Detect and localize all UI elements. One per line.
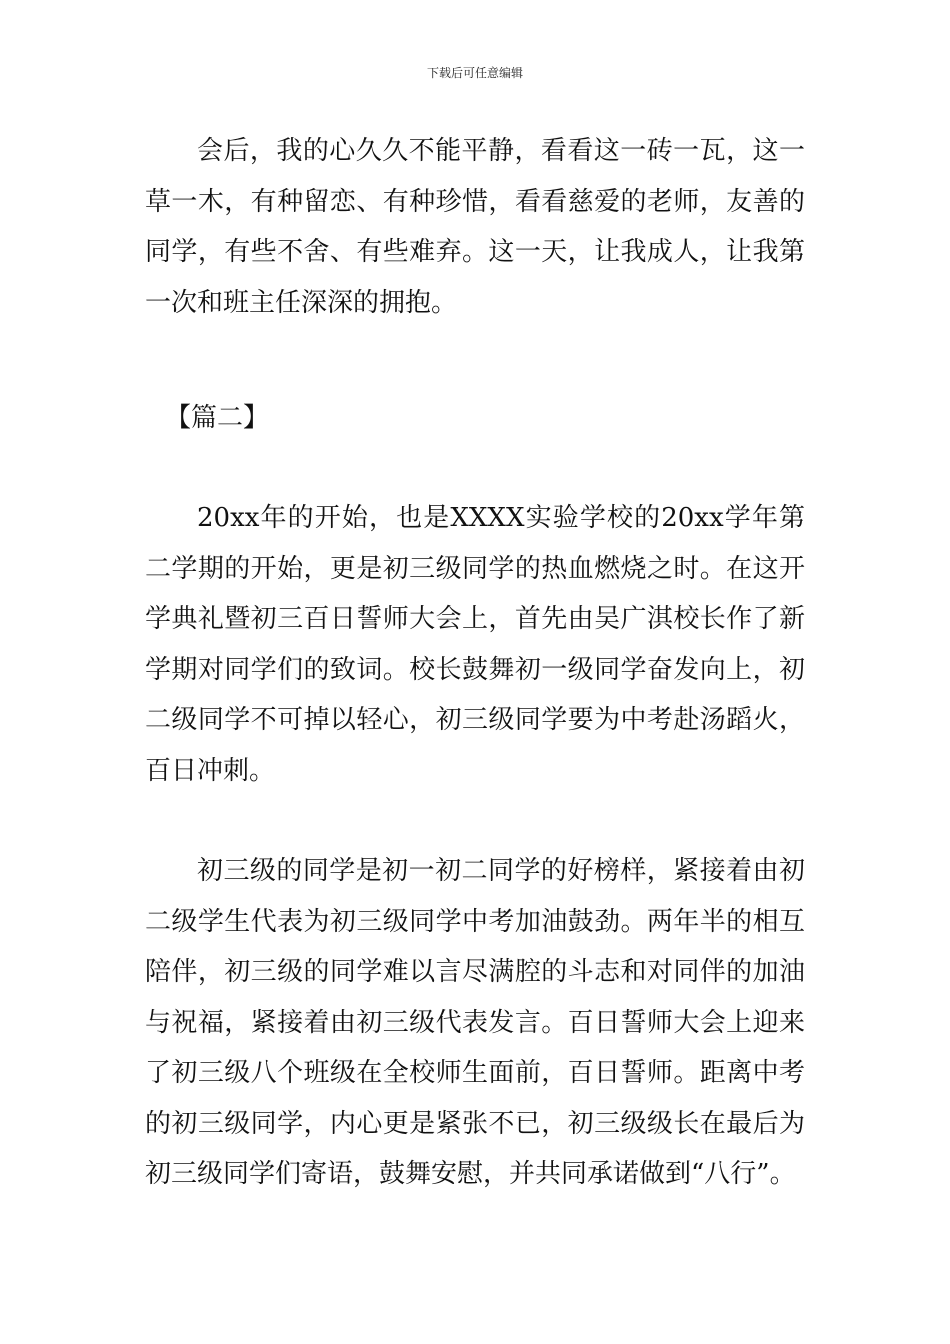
document-body	[145, 126, 805, 1200]
section-heading: 【篇二】	[165, 403, 270, 433]
paragraph-3: 初三级的同学是初一初二同学的好榜样，紧接着由初二级学生代表为初三级同学中考加油鼓劲。两年半的相互陪伴，初三级的同学难以言尽满腔的斗志和对同伴的加油与祝福，紧接着由初三级代表发言。百日誓师大会上迎来了初三级八个班级在全校师生面前，百日誓师。距离中考的初三级同学，内心更是紧张不已，初三级级长在最后为初三级同学们寄语，鼓舞安慰，并共同承诺做到“八行”。	[145, 856, 805, 1189]
page-header: 下载后可任意编辑	[426, 66, 523, 80]
paragraph-2: 20xx年的开始，也是XXXX实验学校的20xx学年第二学期的开始，更是初三级同学的热血燃烧之时。在这开学典礼暨初三百日誓师大会上，首先由吴广淇校长作了新学期对同学们的致词。校长鼓舞初一级同学奋发向上，初二级同学不可掉以轻心，初三级同学要为中考赴汤蹈火，百日冲刺。	[145, 503, 805, 786]
paragraph-1: 会后，我的心久久不能平静，看看这一砖一瓦，这一草一木，有种留恋、有种珍惜，看看慈爱的老师，友善的同学，有些不舍、有些难弃。这一天，让我成人，让我第一次和班主任深深的拥抱。	[145, 136, 805, 318]
